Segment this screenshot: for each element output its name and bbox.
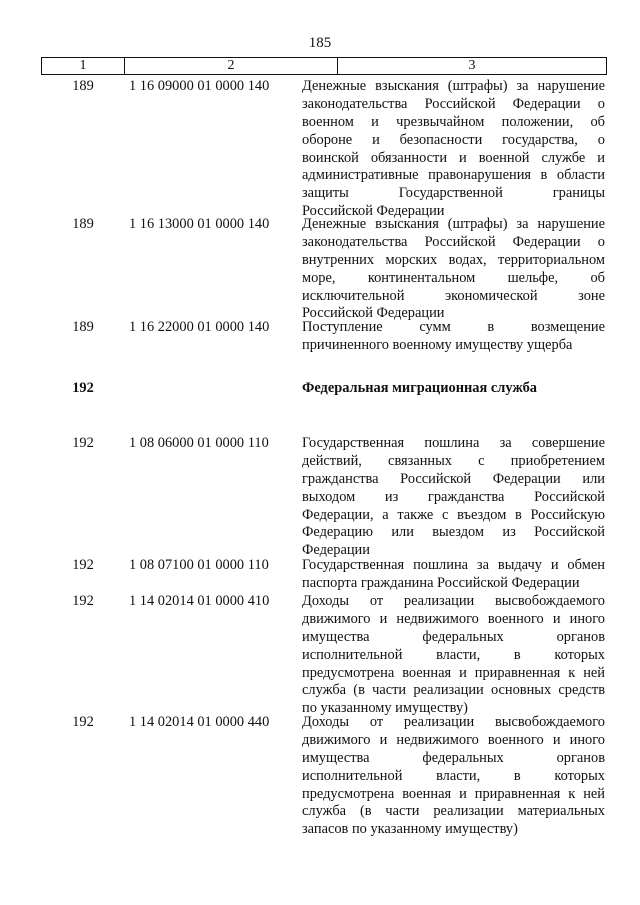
description-cell (302, 593, 605, 718)
description-line: Государственная пошлина за выдачу и обмен (302, 557, 605, 573)
budget-code-cell: 1 08 06000 01 0000 110 (129, 435, 269, 451)
budget-code-cell: 1 16 09000 01 0000 140 (129, 78, 270, 94)
description-line: Российской Федерации (302, 203, 445, 220)
description-line: воинской обязанности и военной службе и (302, 149, 605, 166)
admin-code-cell: 192 (72, 435, 94, 451)
description-line: исполнительной власти, в которых (302, 646, 605, 663)
description-line: Государственная пошлина за совершение (302, 435, 605, 451)
budget-code-cell: 1 08 07100 01 0000 110 (129, 557, 269, 573)
description-line: паспорта гражданина Российской Федерации (302, 574, 580, 591)
description-line: Доходы от реализации высвобождаемого (302, 714, 605, 730)
table-header (41, 57, 607, 75)
description-line: выходом из гражданства Российской (302, 488, 605, 505)
description-line: Федерацию или выездом из Российской (302, 524, 605, 541)
admin-code-cell: 192 (72, 380, 94, 396)
page-number: 185 (308, 35, 332, 51)
description-line: защиты Государственной границы (302, 185, 605, 202)
column-header-2: 2 (125, 58, 338, 74)
description-line: имущества федеральных органов (302, 628, 605, 645)
description-line: исключительной экономической зоне (302, 287, 605, 304)
admin-code-cell: 192 (72, 714, 94, 730)
description-line: Доходы от реализации высвобождаемого (302, 593, 605, 609)
description-line: море, континентальном шельфе, об (302, 269, 605, 286)
description-line: по указанному имуществу) (302, 700, 468, 717)
budget-code-cell: 1 14 02014 01 0000 440 (129, 714, 270, 730)
description-cell (302, 78, 605, 221)
description-line: предусмотрена военная и приравненная к ней (302, 785, 605, 802)
admin-code-cell: 189 (72, 78, 94, 94)
description-line: Денежные взыскания (штрафы) за нарушение (302, 78, 605, 94)
admin-code-cell: 189 (72, 319, 94, 335)
description-cell (302, 319, 605, 355)
description-cell (302, 557, 605, 593)
description-line: Поступление сумм в возмещение (302, 319, 605, 335)
admin-code-cell: 192 (72, 593, 94, 609)
description-line: Денежные взыскания (штрафы) за нарушение (302, 216, 605, 232)
description-line: обороне и безопасности государства, о (302, 131, 605, 148)
description-line: причиненного военному имуществу ущерба (302, 336, 573, 353)
description-line: имущества федеральных органов (302, 749, 605, 766)
description-line: запасов по указанному имуществу) (302, 821, 518, 838)
admin-code-cell: 189 (72, 216, 94, 232)
description-cell (302, 714, 605, 839)
description-line: служба (в части реализации основных средств (302, 682, 605, 699)
description-line: законодательства Российской Федерации о (302, 233, 605, 250)
description-line: Федеральная миграционная служба (302, 380, 537, 396)
column-header-3: 3 (468, 58, 476, 73)
description-line: действий, связанных с приобретением (302, 452, 605, 469)
description-line: служба (в части реализации материальных (302, 803, 605, 820)
description-line: Российской Федерации (302, 305, 445, 322)
budget-code-cell: 1 16 22000 01 0000 140 (129, 319, 270, 335)
description-line: законодательства Российской Федерации о (302, 95, 605, 112)
description-cell (302, 435, 605, 560)
admin-code-cell: 192 (72, 557, 94, 573)
description-line: Федерации, а также с въездом в Российскую (302, 506, 605, 523)
description-line: внутренних морских водах, территориальном (302, 251, 605, 268)
column-header-1: 1 (42, 58, 125, 74)
description-line: Федерации (302, 542, 370, 559)
description-line: гражданства Российской Федерации или (302, 470, 605, 487)
description-line: движимого и недвижимого военного и иного (302, 731, 605, 748)
description-cell (302, 216, 605, 323)
description-line: административные правонарушения в области (302, 167, 605, 184)
description-line: предусмотрена военная и приравненная к ней (302, 664, 605, 681)
description-line: исполнительной власти, в которых (302, 767, 605, 784)
section-title (302, 380, 605, 398)
description-line: военном и чрезвычайном положении, об (302, 113, 605, 130)
description-line: движимого и недвижимого военного и иного (302, 610, 605, 627)
budget-code-cell: 1 14 02014 01 0000 410 (129, 593, 270, 609)
budget-code-cell: 1 16 13000 01 0000 140 (129, 216, 270, 232)
